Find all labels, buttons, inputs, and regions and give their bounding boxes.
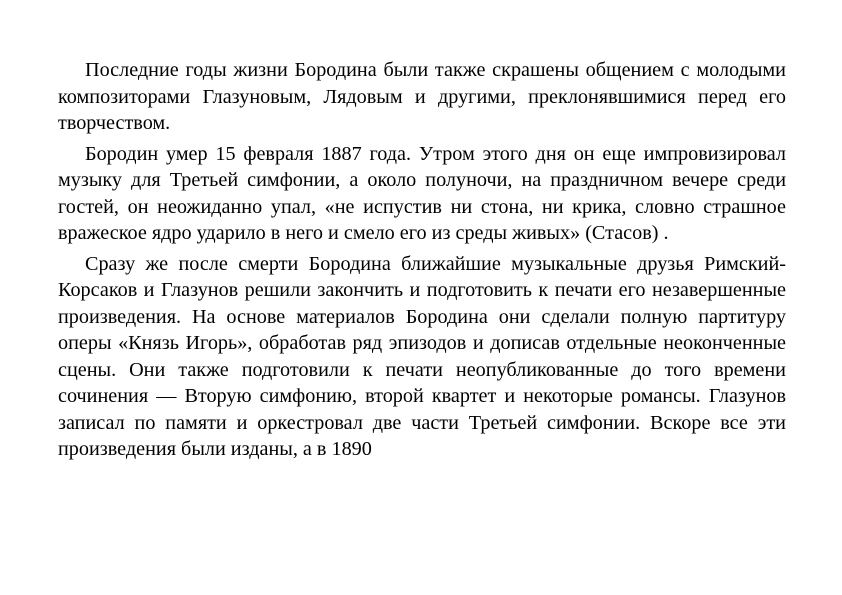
paragraph-2: Бородин умер 15 февраля 1887 года. Утром этого дня он еще импровизировал музыку для Третьей симфонии, а около полуночи, на праздничном вечере среди гостей, он неожиданно упал, «не испустив ни стона, ни крика, словно страшное вражеское ядро ударило в него и смело его из среды живых» (Стасов) . bbox=[58, 142, 786, 244]
paragraph-1: Последние годы жизни Бородина были также скрашены общением с молодыми композиторами Глазуновым, Лядовым и другими, преклонявшимися перед его творчеством. bbox=[58, 59, 786, 134]
paragraph-3: Сразу же после смерти Бородина ближайшие музыкальные друзья Римский-Корсаков и Глазунов решили закончить и подготовить к печати его незавершенные произведения. На основе материалов Бородина они сделали полную партитуру оперы «Князь Игорь», обработав ряд эпизодов и дописав отдельные неоконченные сцены. Они также подготовили к печати неопубликованные до того времени сочинения — Вторую симфонию, второй квартет и некоторые романсы. Глазунов записал по памяти и оркестровал две части Третьей симфонии. Вскоре все эти произведения были изданы, а в 1890 bbox=[58, 252, 786, 460]
document-body bbox=[58, 57, 786, 463]
